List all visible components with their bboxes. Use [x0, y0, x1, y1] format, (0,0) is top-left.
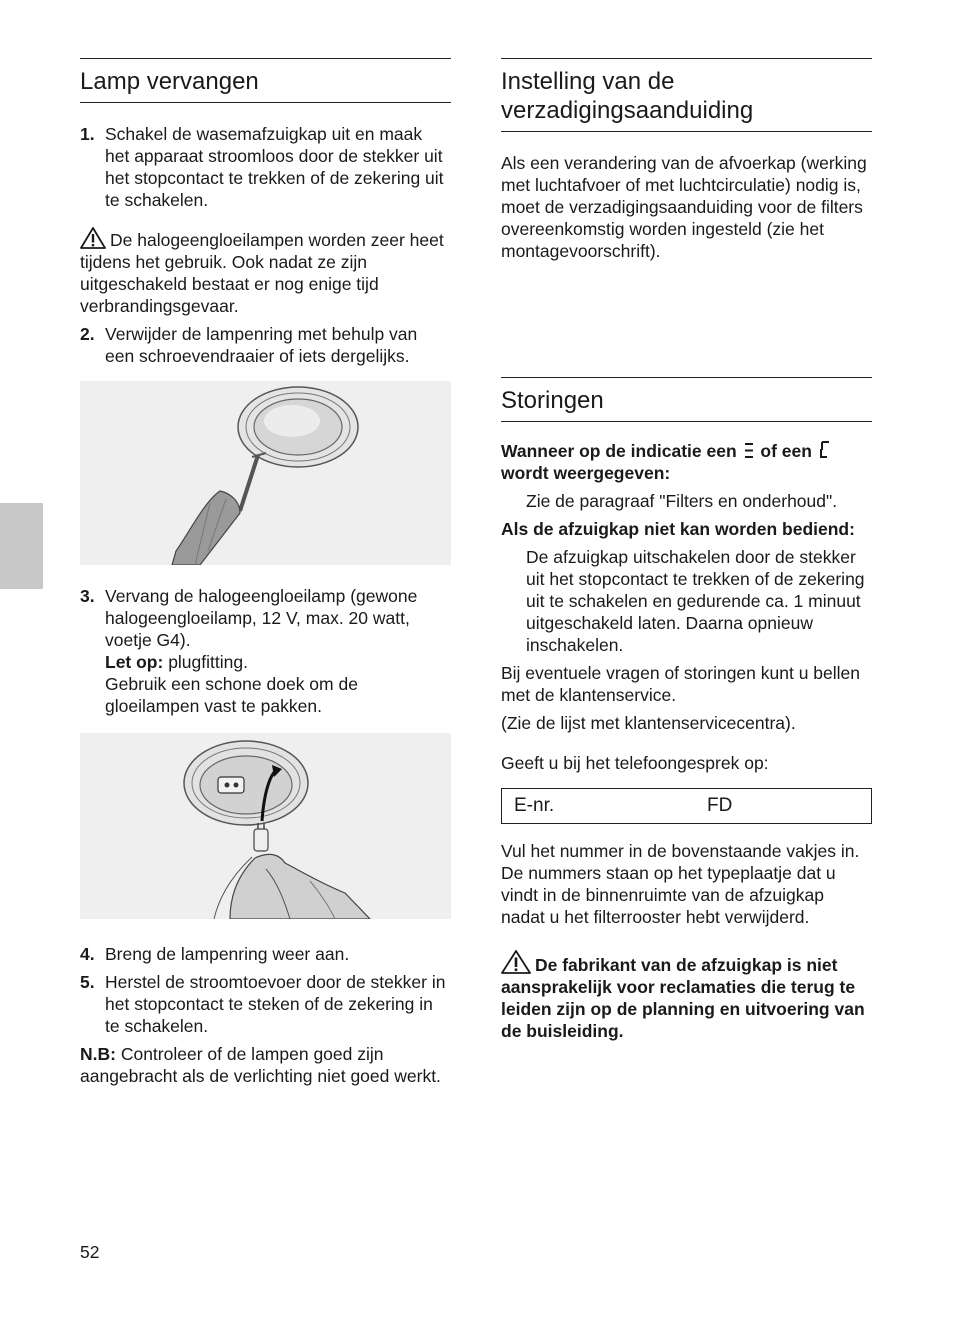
service-list-paragraph: (Zie de lijst met klantenservicecentra).: [501, 713, 796, 733]
step-number: 2.: [80, 324, 95, 344]
step-number: 3.: [80, 586, 95, 606]
left-column: [80, 58, 451, 1087]
nb-text: Controleer of de lampen goed zijn aangebracht als de verlichting niet goed werkt.: [80, 1044, 441, 1086]
service-paragraph: Bij eventuele vragen of storingen kunt u bellen met de klantenservice.: [501, 663, 860, 705]
step-text: Breng de lampenring weer aan.: [105, 944, 350, 964]
fault-question-indicator: [501, 440, 872, 484]
step-number: 1.: [80, 124, 95, 144]
screwdriver-lamp-illustration: [80, 381, 451, 565]
note-text: plugfitting.: [163, 652, 248, 672]
step-text: Verwijder de lampenring met behulp van een schroevendraaier of iets dergelijks.: [105, 324, 418, 366]
fill-in-paragraph: Vul het nummer in de bovenstaande vakjes in. De nummers staan op het typeplaatje dat u vindt in de binnenruimte van de afzuigkap nadat u het filterrooster hebt verwijderd.: [501, 841, 860, 927]
page-number: 52: [80, 1242, 100, 1262]
saturation-paragraph: Als een verandering van de afvoerkap (werking met luchtafvoer of met luchtcirculatie) nodig is, moet de verzadigingsaanduiding voor de filters overeenkomstig worden ingesteld (zie het montagevoorschrift).: [501, 153, 867, 261]
question-text: Wanneer op de indicatie een: [501, 441, 737, 461]
section-tab-marker: [0, 503, 43, 589]
warning-text: De halogeengloeilampen worden zeer heet tijdens het gebruik. Ook nadat ze zijn uitgeschakeld bestaat er nog enige tijd verbrandingsgevaar.: [80, 230, 444, 316]
right-column: [501, 58, 872, 1042]
warning-text: De fabrikant van de afzuigkap is niet aansprakelijk voor reclamaties die terug te leiden zijn op de planning en uitvoering van de buisleiding.: [501, 955, 865, 1041]
segment-display-c-icon: [819, 440, 830, 459]
step-number: 4.: [80, 944, 95, 964]
step-text-block: [105, 585, 451, 717]
step-2: [80, 323, 451, 367]
step-text: Schakel de wasemafzuigkap uit en maak het apparaat stroomloos door de stekker uit het stopcontact te trekken of de zekering uit te schakelen.: [105, 124, 444, 210]
question-text: of een: [760, 441, 812, 461]
segment-display-e-icon: [744, 442, 754, 459]
step-text: Herstel de stroomtoevoer door de stekker in het stopcontact te steken of de zekering in te schakelen.: [105, 972, 446, 1036]
fault-answer-indicator: Zie de paragraaf "Filters en onderhoud".: [526, 491, 838, 511]
figure-replace-bulb: [80, 733, 451, 919]
step-number: 5.: [80, 972, 95, 992]
warning-icon: [80, 227, 106, 249]
fault-answer-operation: De afzuigkap uitschakelen door de stekker uit het stopcontact te trekken of de zekering uit te schakelen en gedurende ca. 1 minuut uitgeschakeld laten. Daarna opnieuw inschakelen.: [526, 547, 865, 655]
warning-manufacturer: [501, 950, 872, 1042]
phone-paragraph: Geeft u bij het telefoongesprek op:: [501, 753, 769, 773]
fd-label: FD: [707, 795, 733, 816]
step-extra-text: Gebruik een schone doek om de gloeilampen vast te pakken.: [105, 674, 358, 716]
step-1: [80, 123, 451, 211]
fault-question-operation: Als de afzuigkap niet kan worden bediend:: [501, 519, 855, 539]
nb-label: N.B:: [80, 1044, 116, 1064]
step-3: [80, 585, 451, 717]
step-text: Vervang de halogeengloeilamp (gewone halogeengloeilamp, 12 V, max. 20 watt, voetje G4).: [105, 586, 418, 650]
figure-remove-lamp-ring: [80, 381, 451, 565]
warning-hot-lamps: [80, 227, 451, 317]
note-label: Let op:: [105, 652, 164, 672]
enr-label: E-nr.: [514, 795, 555, 816]
section-heading-saturation: Instelling van de verzadigingsaanduiding: [501, 59, 872, 132]
question-text: wordt weergegeven:: [501, 463, 671, 483]
step-5: [80, 971, 451, 1037]
section-heading-lamp: Lamp vervangen: [80, 59, 451, 103]
note-nb: [80, 1043, 451, 1087]
bulb-replacement-illustration: [80, 733, 451, 919]
warning-icon: [501, 950, 531, 974]
step-4: [80, 943, 451, 965]
section-heading-faults: Storingen: [501, 378, 872, 422]
enr-fd-box: [501, 788, 872, 824]
